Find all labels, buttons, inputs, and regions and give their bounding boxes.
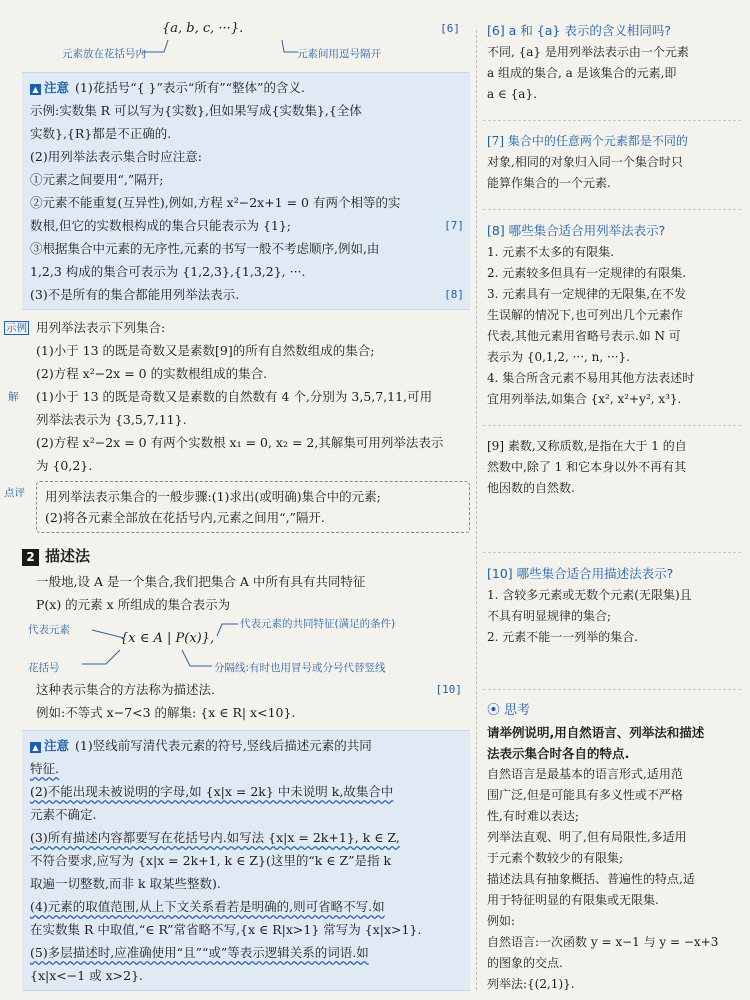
solution-line: 列举法表示为 {3,5,7,11}. — [36, 412, 187, 427]
solution-line: 为 {0,2}. — [36, 458, 93, 473]
note2-line: (5)多层描述时,应准确使用“且”“或”等表示逻辑关系的词语.如 — [30, 945, 369, 960]
margin-divider — [483, 650, 741, 690]
margin-divider — [483, 107, 741, 121]
hand-feature: 代表元素的共同特征(满足的条件) — [240, 618, 396, 630]
margin-line: 生误解的情况下,也可列出几个元素作 — [487, 308, 683, 322]
margin-line: 4. 集合所含元素不易用其他方法表述时 — [487, 371, 695, 385]
think-box — [483, 698, 741, 997]
example-block — [6, 316, 470, 385]
margin-line: 2. 元素较多但具有一定规律的有限集. — [487, 266, 687, 280]
hand-separator: 分隔线:有时也用冒号或分号代替竖线 — [214, 662, 386, 674]
hand-brace: 花括号 — [28, 662, 60, 674]
margin-line: a ∈ {a}. — [487, 87, 537, 101]
think-heading: ⦿ 思考 — [487, 703, 531, 718]
diagram-arrows — [22, 616, 470, 678]
think-line: 自然语言是最基本的语言形式,适用范 — [487, 767, 683, 781]
margin-note-7 — [483, 129, 741, 196]
note2-line: 元素不确定. — [30, 807, 97, 822]
comment-line: (2)将各元素全部放在花括号内,元素之间用“,”隔开. — [45, 510, 325, 525]
note2-line: (2)不能出现未被说明的字母,如 {x|x = 2k} 中未说明 k,故集合中 — [30, 784, 394, 799]
think-icon: ⦿ — [487, 703, 505, 718]
margin-line: 不具有明显规律的集合; — [487, 609, 612, 623]
describe-method-line: 这种表示集合的方法称为描述法. [10] — [22, 678, 470, 701]
note2-line: 在实数集 R 中取值,“∈ R”常省略不写,{x ∈ R|x>1} 常写为 {x|x>1}. — [30, 922, 422, 937]
margin-line: 代表,其他元素用省略号表示.如 N 可 — [487, 329, 681, 343]
think-line: 用于特征明显的有限集或无限集. — [487, 893, 659, 907]
column-divider — [476, 30, 477, 990]
margin-line: 1. 含较多元素或无数个元素(无限集)且 — [487, 588, 692, 602]
note1-line: (3)不是所有的集合都能用列举法表示. [8] — [30, 283, 464, 306]
margin-line: 不同, {a} 是用列举法表示由一个元素 — [487, 45, 689, 59]
section2-intro: P(x) 的元素 x 所组成的集合表示为 — [36, 597, 231, 612]
solution-line: (1)小于 13 的既是奇数又是素数的自然数有 4 个,分别为 3,5,7,11,可用 — [36, 389, 433, 404]
describe-example-line: 例如:不等式 x−7<3 的解集: {x ∈ R| x<10}. — [36, 705, 296, 720]
solution-block — [8, 385, 470, 477]
note1-line: (2)用列举法表示集合时应注意: — [30, 149, 202, 164]
margin-head-8: [8] 哪些集合适合用列举法表示? — [487, 223, 666, 238]
think-line: 围广泛,但是可能具有多义性或不严格 — [487, 788, 683, 802]
example-tag: 示例 — [6, 322, 27, 334]
margin-line: 能算作集合的一个元素. — [487, 176, 611, 190]
top-set-formula: {a, b, c, ···}. — [162, 21, 244, 36]
think-line: 的图象的交点. — [487, 956, 563, 970]
margin-line: 他因数的自然数. — [487, 481, 575, 495]
comment-line: 用列举法表示集合的一般步骤:(1)求出(或明确)集合中的元素; — [45, 489, 381, 504]
note-tag: ▲ 注意 — [30, 734, 69, 757]
margin-divider — [483, 412, 741, 426]
margin-line: 宜用列举法,如集合 {x², x²+y², x³}. — [487, 392, 682, 406]
think-question: 请举例说明,用自然语言、列举法和描述 — [487, 725, 705, 740]
example-line: (2)方程 x²−2x = 0 的实数根组成的集合. — [36, 366, 268, 381]
margin-line: 对象,相同的对象归入同一个集合时只 — [487, 155, 683, 169]
margin-divider — [483, 501, 741, 553]
description-diagram — [22, 616, 470, 678]
margin-line: a 组成的集合, a 是该集合的元素,即 — [487, 66, 677, 80]
ref-10: [10] — [435, 683, 462, 696]
think-line: 自然语言:一次函数 y = x−1 与 y = −x+3 — [487, 935, 719, 949]
note1-line: ②元素不能重复(互异性),例如,方程 x²−2x+1 = 0 有两个相等的实 — [30, 195, 401, 210]
margin-line: 2. 元素不能一一列举的集合. — [487, 630, 639, 644]
comment-block — [4, 481, 470, 533]
ref-6: [6] — [440, 22, 460, 35]
right-column — [483, 18, 741, 997]
note2-line: 不符合要求,应写为 {x|x = 2k+1, k ∈ Z}(这里的“k ∈ Z”是指 k — [30, 853, 392, 868]
note1-line: 示例:实数集 R 可以写为{实数},但如果写成{实数集},{全体 — [30, 103, 362, 118]
top-set-block — [22, 18, 470, 66]
example-line: (1)小于 13 的既是奇数又是素数[9]的所有自然数组成的集合; — [36, 343, 375, 358]
think-line: 列举法:{(2,1)}. — [487, 977, 575, 991]
margin-note-8 — [483, 218, 741, 412]
ref-7: [7] — [444, 219, 464, 232]
margin-head-6: [6] a 和 {a} 表示的含义相同吗? — [487, 23, 671, 38]
section2-intro: 一般地,设 A 是一个集合,我们把集合 A 中所有具有共同特征 — [36, 574, 366, 589]
comment-box — [36, 481, 470, 533]
think-line: 于元素个数较少的有限集; — [487, 851, 624, 865]
margin-line: 3. 元素具有一定规律的无限集,在不发 — [487, 287, 687, 301]
hand-note-comma: 元素间用逗号隔开 — [297, 48, 381, 60]
margin-line: 表示为 {0,1,2, ···, n, ···}. — [487, 350, 630, 364]
margin-line: [7] 集合中的任意两个元素都是不同的 — [487, 134, 688, 148]
think-line: 性,有时难以表达; — [487, 809, 579, 823]
note-box-1 — [22, 72, 470, 310]
solution-line: (2)方程 x²−2x = 0 有两个实数根 x₁ = 0, x₂ = 2,其解集可用列举法表示 — [36, 435, 444, 450]
note1-line-1: ▲ 注意 (1)花括号“{ }”表示“所有”“整体”的含义. — [30, 76, 464, 99]
note2-line: (4)元素的取值范围,从上下文关系看若是明确的,则可省略不写.如 — [30, 899, 385, 914]
note2-line: 特征. — [30, 761, 59, 776]
section-number: 2 — [22, 549, 39, 566]
note-box-2 — [22, 730, 470, 991]
hand-note-brace: 元素放在花括号内 — [62, 48, 146, 60]
left-column — [4, 18, 470, 991]
note1-line: ③根据集合中元素的无序性,元素的书写一般不考虑顺序,例如,由 — [30, 241, 380, 256]
note2-line-1: ▲ 注意 (1)竖线前写清代表元素的符号,竖线后描述元素的共同 — [30, 734, 464, 757]
description-formula: {x ∈ A | P(x)}, — [120, 631, 215, 646]
think-line: 例如: — [487, 914, 516, 928]
note2-line: (3)所有描述内容都要写在花括号内.如写法 {x|x = 2k+1}, k ∈ Z, — [30, 830, 400, 845]
note1-line: 实数},{R}都是不正确的. — [30, 126, 172, 141]
note-icon: ▲ — [30, 742, 41, 753]
margin-line: 1. 元素不太多的有限集. — [487, 245, 615, 259]
note2-line: 取遍一切整数,而非 k 取某些整数). — [30, 876, 221, 891]
section-title: 描述法 — [45, 547, 91, 565]
margin-line: 然数中,除了 1 和它本身以外不再有其 — [487, 460, 687, 474]
example-line: 用列举法表示下列集合: — [36, 320, 166, 335]
solution-tag: 解 — [8, 391, 19, 403]
margin-divider — [483, 196, 741, 210]
margin-line: [9] 素数,又称质数,是指在大于 1 的自 — [487, 439, 687, 453]
note1-line: 1,2,3 构成的集合可表示为 {1,2,3},{1,3,2}, ···. — [30, 264, 306, 279]
note-icon: ▲ — [30, 84, 41, 95]
think-question: 法表示集合时各自的特点. — [487, 746, 630, 761]
margin-note-9 — [483, 434, 741, 501]
margin-note-10 — [483, 561, 741, 650]
note-tag: ▲ 注意 — [30, 76, 69, 99]
margin-note-6 — [483, 18, 741, 107]
comment-tag: 点评 — [4, 487, 25, 499]
note2-line: {x|x<−1 或 x>2}. — [30, 968, 144, 983]
note1-line: 数根,但它的实数根构成的集合只能表示为 {1}; [7] — [30, 214, 464, 237]
note1-line: ①元素之间要用“,”隔开; — [30, 172, 164, 187]
think-line: 描述法具有抽象概括、普遍性的特点,适 — [487, 872, 695, 886]
ref-8: [8] — [444, 288, 464, 301]
section-2-heading — [22, 545, 470, 566]
margin-head-10: [10] 哪些集合适合用描述法表示? — [487, 566, 674, 581]
think-line: 列举法直观、明了,但有局限性,多适用 — [487, 830, 687, 844]
hand-rep-element: 代表元素 — [28, 624, 70, 636]
